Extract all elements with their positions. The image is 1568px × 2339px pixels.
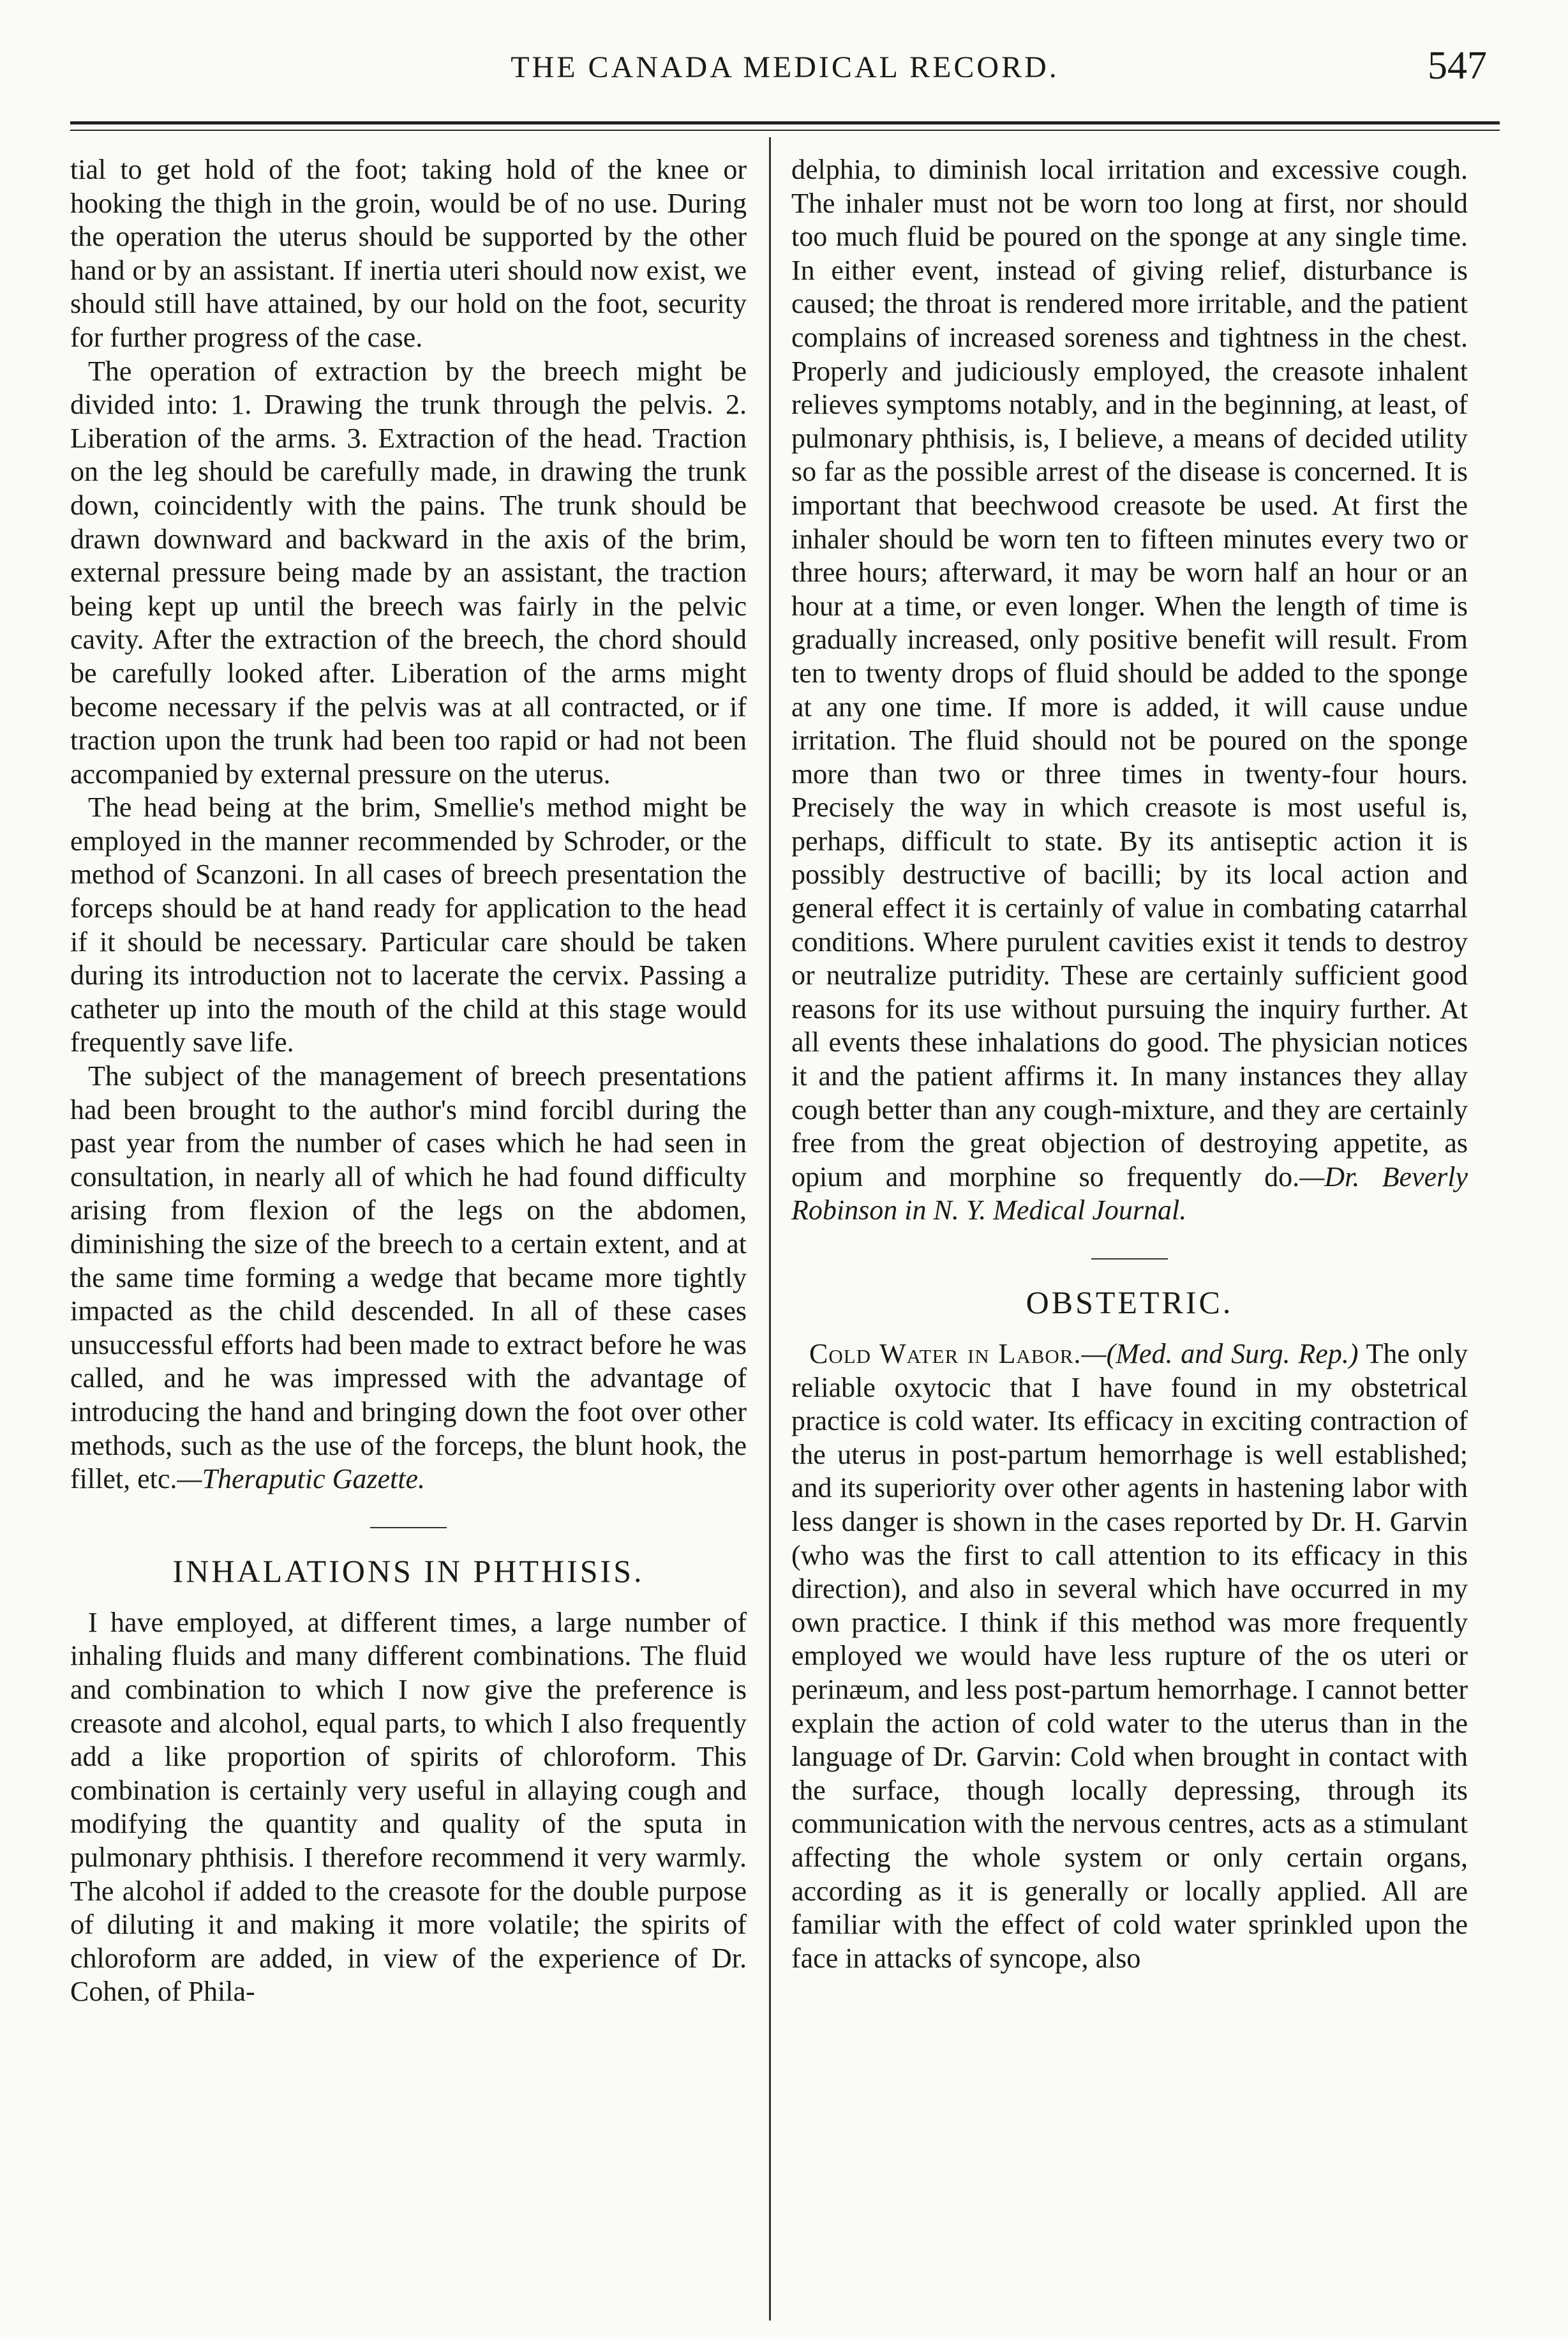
left-paragraph-3: The head being at the brim, Smellie's method might be employed in the manner recommended by Schroder, or the method of Scanzoni. In all cases of breech presentation the forceps should be at hand ready for application to the head if it should be necessary. Particular care should be taken during its introduction not to lacerate the cervix. Passing a catheter up into the mouth of the child at this stage would frequently save life. — [70, 792, 747, 1058]
section-title-inhalations: INHALATIONS IN PHTHISIS. — [172, 1553, 645, 1589]
right-paragraph-2-text: The only reliable oxytocic that I have found in my obstetrical practice is cold water. Its efficacy in exciting contraction of the uterus in post-partum hemorrhage is well established; and its superiority over other agents in hastening labor with less danger is shown in the cases reported by Dr. H. Garvin (who was the first to call attention to its efficacy in this direction), and also in several which have occurred in my own practice. I think if this method was more frequently employed we would have less rupture of the os uteri or perinæum, and less post-partum hemorrhage. I cannot better explain the action of cold water to the uterus than in the language of Dr. Garvin: Cold when brought in contact with the surface, though locally depressing, through its communication with the nervous centres, acts as a stimulant affecting the whole system or only certain organs, according as it is generally or locally applied. All are familiar with the effect of cold water sprinkled upon the face in attacks of syncope, also — [791, 1338, 1468, 1974]
page-number: 547 — [1428, 44, 1487, 87]
article-heading: Cold Water in Labor. — [809, 1338, 1082, 1369]
article-source: —(Med. and Surg. Rep.) — [1081, 1338, 1359, 1369]
page-header — [70, 38, 1500, 109]
left-paragraph-4-citation: —Theraputic Gazette. — [177, 1463, 426, 1495]
section-title-obstetric: OBSTETRIC. — [1026, 1284, 1234, 1320]
right-paragraph-1 — [791, 153, 1468, 1228]
section-divider — [1091, 1258, 1168, 1260]
header-rule-thick — [70, 121, 1500, 124]
column-separator — [769, 137, 771, 2320]
section-divider — [370, 1527, 447, 1528]
left-paragraph-1: tial to get hold of the foot; taking hold of the knee or hooking the thigh in the groin, would be of no use. During the operation the uterus should be supported by the other hand or by an assistant. If inertia uteri should now exist, we should still have attained, by our hold on the foot, security for further progress of the case. — [70, 154, 747, 353]
left-paragraph-4 — [70, 1060, 747, 1496]
right-paragraph-1-citation: —Dr. Beverly Robinson in N. Y. Medical Journal. — [791, 1161, 1468, 1226]
header-rule-thin — [70, 130, 1500, 131]
right-paragraph-1-text: delphia, to diminish local irritation and excessive cough. The inhaler must not be worn too long at first, nor should too much fluid be poured on the sponge at any single time. In either event, instead of giving relief, disturbance is caused; the throat is rendered more irritable, and the patient complains of increased soreness and tightness in the chest. Properly and judiciously employed, the creasote inhalent relieves symptoms notably, and in the beginning, at least, of pulmonary phthisis, is, I believe, a means of decided utility so far as the possible arrest of the disease is concerned. It is important that beechwood creasote be used. At first the inhaler should be worn ten to fifteen minutes every two or three hours; afterward, it may be worn half an hour or an hour at a time, or even longer. When the length of time is gradually increased, only positive benefit will result. From ten to twenty drops of fluid should be added to the sponge at any one time. If more is added, it will cause undue irritation. The fluid should not be poured on the sponge more than two or three times in twenty-four hours. Precisely the way in which creasote is most useful is, perhaps, difficult to state. By its antiseptic action it is possibly destructive of bacilli; by its local action and general effect it is certainly of value in combating catarrhal conditions. Where purulent cavities exist it tends to destroy or neutralize putridity. These are certainly sufficient good reasons for its use without pursuing the inquiry further. At all events these inhalations do good. The physician notices it and the patient affirms it. In many instances they allay cough better than any cough-mixture, and they are certainly free from the great objection of destroying appetite, as opium and morphine so frequently do. — [791, 154, 1468, 1192]
left-paragraph-5: I have employed, at different times, a large number of inhaling fluids and many different combinations. The fluid and combination to which I now give the preference is creasote and alcohol, equal parts, to which I also frequently add a like proportion of spirits of chloroform. This combination is certainly very useful in allaying cough and modifying the quantity and quality of the sputa in pulmonary phthisis. I therefore recommend it very warmly. The alcohol if added to the creasote for the double purpose of diluting it and making it more volatile; the spirits of chloroform are added, in view of the experience of Dr. Cohen, of Phila- — [70, 1606, 747, 2008]
right-column — [791, 153, 1468, 1975]
right-paragraph-2 — [791, 1337, 1468, 1975]
running-title: THE CANADA MEDICAL RECORD. — [511, 50, 1059, 84]
left-paragraph-2: The operation of extraction by the breech might be divided into: 1. Drawing the trunk through the pelvis. 2. Liberation of the arms. 3. Extraction of the head. Traction on the leg should be carefully made, in drawing the trunk down, coincidently with the pains. The trunk should be drawn downward and backward in the axis of the brim, external pressure being made by an assistant, the traction being kept up until the breech was fairly in the pelvic cavity. After the extraction of the breech, the chord should be carefully looked after. Liberation of the arms might become necessary if the pelvis was at all contracted, or if traction upon the trunk had been too rapid or had not been accompanied by external pressure on the uterus. — [70, 355, 747, 790]
left-paragraph-4-text: The subject of the management of breech presentations had been brought to the author's mind forcibl during the past year from the number of cases which he had seen in consultation, in nearly all of which he had found difficulty arising from flexion of the legs on the abdomen, diminishing the size of the breech to a certain extent, and at the same time forming a wedge that became more tightly impacted as the child descended. In all of these cases unsuccessful efforts had been made to extract before he was called, and he was impressed with the advantage of introducing the hand and bringing down the foot over other methods, such as the use of the forceps, the blunt hook, the fillet, etc. — [70, 1060, 747, 1495]
left-column — [70, 153, 747, 2009]
